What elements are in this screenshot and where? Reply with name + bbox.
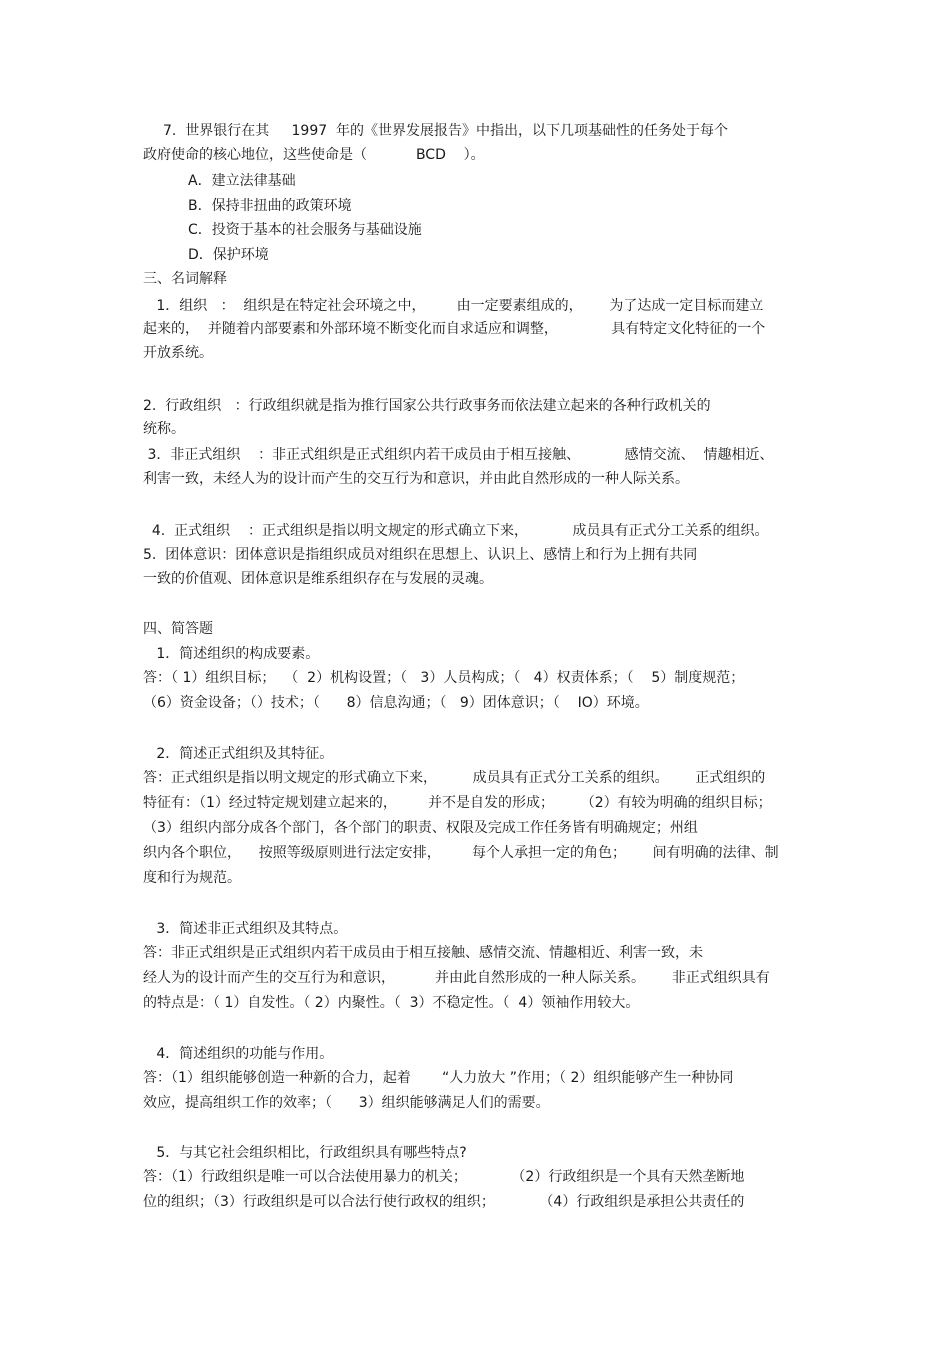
- q2-answer-line: 织内各个职位， 按照等级原则进行法定安排， 每个人承担一定的角色； 间有明确的法律、制: [143, 845, 779, 861]
- q7-option-c: C．投资于基本的社会服务与基础设施: [188, 222, 422, 238]
- q3-title: 3．简述非正式组织及其特点。: [143, 921, 348, 937]
- q2-title: 2．简述正式组织及其特征。: [143, 746, 334, 762]
- term3-line: 利害一致，未经人为的设计而产生的交互行为和意识，并由此自然形成的一种人际关系。: [143, 471, 689, 487]
- section4-heading: 四、简答题: [143, 621, 213, 637]
- q7-option-b: B．保持非扭曲的政策环境: [188, 198, 352, 214]
- q1-answer-line: （6）资金设备；（）技术；（ 8）信息沟通；（ 9）团体意识；（ IO）环境。: [143, 695, 649, 711]
- q3-answer-line: 的特点是：（ 1）自发性。（ 2）内聚性。（ 3）不稳定性。（ 4）领袖作用较大。: [143, 995, 640, 1011]
- q4-answer-line: 效应，提高组织工作的效率；（ 3）组织能够满足人们的需要。: [143, 1095, 550, 1111]
- section3-heading: 三、名词解释: [143, 271, 227, 287]
- q5-answer-line: 答：（1）行政组织是唯一可以合法使用暴力的机关； （2）行政组织是一个具有天然垄断地: [143, 1169, 745, 1185]
- q2-answer-line: 答：正式组织是指以明文规定的形式确立下来， 成员具有正式分工关系的组织。 正式组织的: [143, 770, 766, 786]
- q4-answer-line: 答：（1）组织能够创造一种新的合力，起着 “人力放大 ”作用；（ 2）组织能够产生一种协同: [143, 1070, 734, 1086]
- term4-line: 4. 正式组织 ：正式组织是指以明文规定的形式确立下来， 成员具有正式分工关系的组织。: [143, 523, 769, 539]
- q2-answer-line: 度和行为规范。: [143, 870, 241, 886]
- term1-line: 开放系统。: [143, 345, 213, 361]
- q7-option-d: D．保护环境: [188, 247, 269, 263]
- term1-line: 起来的， 并随着内部要素和外部环境不断变化而自求适应和调整， 具有特定文化特征的一个: [143, 321, 766, 337]
- q4-title: 4．简述组织的功能与作用。: [143, 1046, 334, 1062]
- q5-title: 5．与其它社会组织相比，行政组织具有哪些特点?: [143, 1145, 467, 1161]
- q3-answer-line: 答：非正式组织是正式组织内若干成员由于相互接触、感情交流、情趣相近、利害一致，未: [143, 945, 703, 961]
- q5-answer-line: 位的组织；（3）行政组织是可以合法行使行政权的组织； （4）行政组织是承担公共责任的: [143, 1194, 745, 1210]
- term2-line: 统称。: [143, 421, 185, 437]
- q1-title: 1．简述组织的构成要素。: [143, 646, 320, 662]
- term5-line: 一致的价值观、团体意识是维系组织存在与发展的灵魂。: [143, 571, 493, 587]
- q3-answer-line: 经人为的设计而产生的交互行为和意识， 并由此自然形成的一种人际关系。 非正式组织具有: [143, 970, 770, 986]
- q2-answer-line: （3）组织内部分成各个部门，各个部门的职责、权限及完成工作任务皆有明确规定；州组: [143, 820, 698, 836]
- term2-line: 2. 行政组织 ：行政组织就是指为推行国家公共行政事务而依法建立起来的各种行政机关的: [143, 398, 711, 414]
- term3-line: 3．非正式组织 ：非正式组织是正式组织内若干成员由于相互接触、 感情交流、 情趣相近、: [143, 447, 774, 463]
- q2-answer-line: 特征有：（1）经过特定规划建立起来的， 并不是自发的形成； （2）有较为明确的组织目标；: [143, 795, 772, 811]
- q7-line1: 7. 世界银行在其 1997 年的《世界发展报告》中指出，以下几项基础性的任务处于每个: [163, 123, 729, 139]
- q7-line2: 政府使命的核心地位，这些使命是（ BCD ）。: [143, 147, 485, 163]
- term1-line: 1．组织 ： 组织是在特定社会环境之中， 由一定要素组成的， 为了达成一定目标而建立: [143, 298, 764, 314]
- term5-line: 5. 团体意识：团体意识是指组织成员对组织在思想上、认识上、感情上和行为上拥有共同: [143, 547, 698, 563]
- q1-answer-line: 答：（ 1）组织目标； （ 2）机构设置；（ 3）人员构成；（ 4）权责体系；（ 5）制度规范；: [143, 670, 745, 686]
- q7-option-a: A．建立法律基础: [188, 173, 296, 189]
